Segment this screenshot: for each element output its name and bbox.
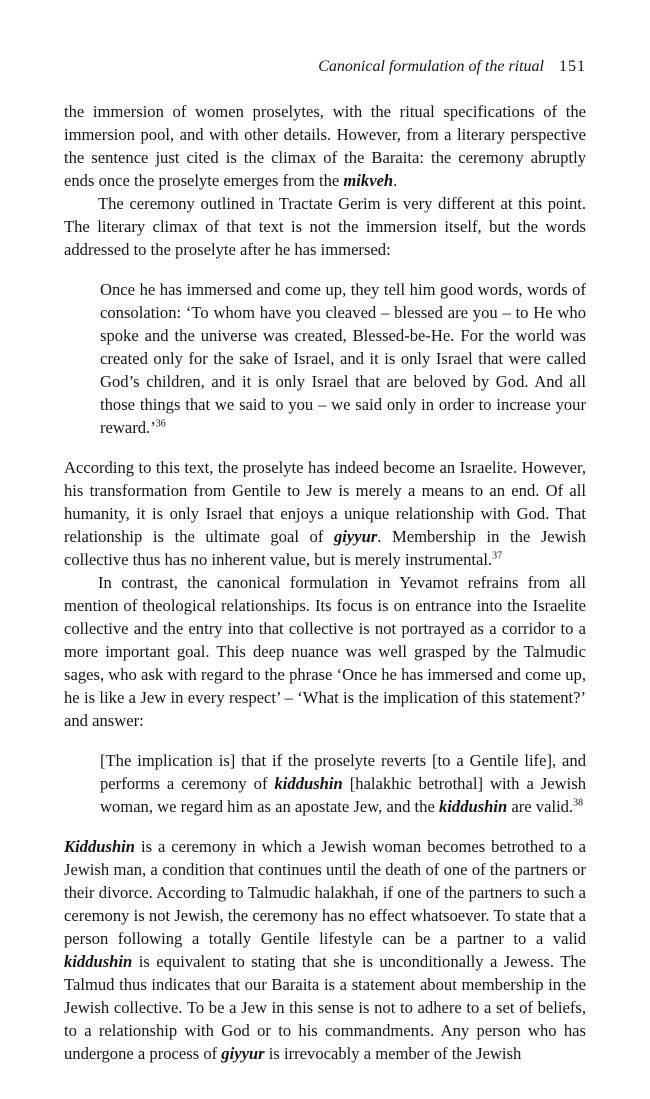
block-quote-gerim [100, 278, 586, 439]
quote-body: Once he has immersed and come up, they tell him good words, words of consolation: ‘To whom have you cleaved – blessed are you – to He who spoke and the universe was created, Blessed-be-He. For the world was created only for the sake of Israel, and it is only Israel that were called God’s children, and it is only Israel that are beloved by God. And all those things that we said to you – we said only in order to increase your reward.’ [100, 280, 586, 437]
paragraph-text: is equivalent to stating that she is unconditionally a Jewess. The Talmud thus indicates that our Baraita is a statement about membership in the Jewish collective. To be a Jew in this sense is not to adhere to a set of beliefs, to a relationship with God or to his commandments. Any person who has undergone a process of [64, 952, 586, 1063]
footnote-marker: 38 [573, 797, 584, 809]
paragraph-yevamot-formulation: In contrast, the canonical formulation in Yevamot refrains from all mention of theological relationships. Its focus is on entrance into the Israelite collective and the entry into that collective is not portrayed as a corridor to a more important goal. This deep nuance was well grasped by the Talmudic sages, who ask with regard to the phrase ‘Once he has immersed and come up, he is like a Jew in every respect’ – ‘What is the implication of this statement?’ and answer: [64, 573, 586, 730]
quote-text-part: [The implication is] that if the proselyte reverts [to a Gentile life], and performs a ceremony of [100, 751, 586, 793]
paragraph-israelite-transformation [64, 456, 586, 571]
page-number: 151 [559, 58, 586, 75]
running-title: Canonical formulation of the ritual [318, 58, 544, 75]
quote-text-part: [halakhic betrothal] with a Jewish woman, we regard him as an apostate Jew, and the [100, 774, 586, 816]
paragraph-kiddushin-explanation [64, 835, 586, 1065]
quote-text [100, 278, 586, 439]
block-quote-talmudic-answer [100, 749, 586, 818]
term-giyyur: giyyur [221, 1044, 265, 1063]
footnote-marker: 36 [155, 418, 166, 430]
term-kiddushin: kiddushin [274, 774, 343, 793]
paragraph-text: is a ceremony in which a Jewish woman becomes betrothed to a Jewish man, a condition that continues until the death of one of the partners or their divorce. According to Talmudic halakhah, if one of the partners to such a ceremony is not Jewish, the ceremony has no effect whatsoever. To state that a person following a totally Gentile lifestyle can be a partner to a valid [64, 837, 586, 948]
term-kiddushin: Kiddushin [64, 837, 136, 856]
paragraph-tractate-gerim: The ceremony outlined in Tractate Gerim is very different at this point. The literary climax of that text is not the immersion itself, but the words addressed to the proselyte after he has immersed: [64, 194, 586, 259]
term-kiddushin: kiddushin [438, 797, 508, 816]
term-kiddushin: kiddushin [64, 952, 133, 971]
main-text [64, 100, 586, 1065]
paragraph-text: the immersion of women proselytes, with the ritual specifications of the immersion pool, and with other details. However, from a literary perspective the sentence just cited is the climax of the Baraita: the ceremony abruptly ends once the proselyte emerges from the [64, 102, 586, 190]
paragraph-immersion-details [64, 100, 586, 192]
term-mikveh: mikveh [343, 171, 394, 190]
paragraph-text: is irrevocably a member of the Jewish [264, 1044, 522, 1063]
quote-text [100, 749, 586, 818]
paragraph-text: . [393, 171, 398, 190]
footnote-marker: 37 [492, 550, 503, 562]
paragraph-text: . Membership in the Jewish collective thus has no inherent value, but is merely instrumental. [64, 527, 586, 569]
quote-text-part: are valid. [507, 797, 574, 816]
paragraph-text: According to this text, the proselyte has indeed become an Israelite. However, his transformation from Gentile to Jew is merely a means to an end. Of all humanity, it is only Israel that enjoys a unique relationship with God. That relationship is the ultimate goal of [64, 458, 586, 546]
running-head [64, 58, 586, 82]
term-giyyur: giyyur [333, 527, 378, 546]
